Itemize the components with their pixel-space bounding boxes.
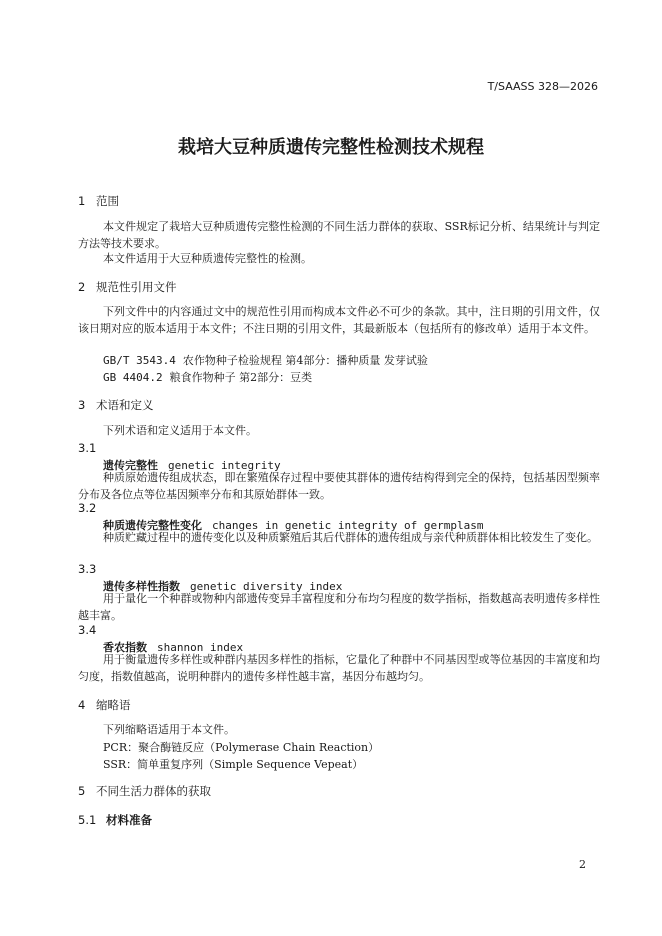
reference-title: 农作物种子检验规程 第4部分：播种质量 发芽试验 [182, 354, 428, 367]
term-definition: 用于量化一个种群或物种内部遗传变异丰富程度和分布均匀程度的数学指标，指数越高表明遗传多样性越丰富。 [78, 592, 600, 622]
abbreviations-intro: 下列缩略语适用于本文件。 [103, 723, 235, 736]
section-3-heading [78, 397, 154, 413]
term-en: genetic diversity index [190, 580, 343, 593]
term-zh: 种质遗传完整性变化 [103, 519, 202, 532]
term-en: genetic integrity [168, 459, 281, 472]
section-1-heading [78, 193, 119, 209]
section-title: 范围 [96, 194, 119, 208]
term-number: 3.1 [78, 441, 97, 455]
section-5-heading [78, 783, 211, 799]
term-zh: 香农指数 [103, 641, 147, 654]
term-en: shannon index [157, 641, 244, 654]
section-4-heading [78, 697, 131, 713]
section-title: 规范性引用文件 [96, 280, 177, 294]
page-title: 栽培大豆种质遗传完整性检测技术规程 [178, 137, 484, 158]
term-number: 3.4 [78, 623, 97, 637]
term-zh: 遗传完整性 [103, 459, 158, 472]
page-number: 2 [579, 858, 586, 871]
section-title: 不同生活力群体的获取 [96, 784, 211, 798]
section-2-heading [78, 279, 177, 295]
subsection-5-1-heading [78, 812, 152, 828]
section-title: 缩略语 [96, 698, 131, 712]
reference-item [103, 369, 312, 385]
term-definition: 种质贮藏过程中的遗传变化以及种质繁殖后其后代群体的遗传组成与亲代种质群体相比较发生了变化。 [103, 531, 598, 544]
reference-title: 粮食作物种子 第2部分：豆类 [169, 371, 313, 384]
term-definition: 用于衡量遗传多样性或种群内基因多样性的指标，它量化了种群中不同基因型或等位基因的丰富度和均匀度，指数值越高，说明种群内的遗传多样性越丰富，基因分布越均匀。 [78, 653, 600, 683]
document-code: T/SAASS 328—2026 [487, 80, 598, 93]
section-number: 3 [78, 398, 86, 412]
scope-paragraph: 本文件规定了栽培大豆种质遗传完整性检测的不同生活力群体的获取、SSR标记分析、结果统计与判定方法等技术要求。 [78, 220, 600, 250]
reference-code: GB/T 3543.4 [103, 354, 176, 367]
section-number: 4 [78, 698, 86, 712]
term-definition: 种质原始遗传组成状态，即在繁殖保存过程中要使其群体的遗传结构得到完全的保持，包括基因型频率分布及各位点等位基因频率分布和其原始群体一致。 [78, 471, 600, 501]
terms-intro: 下列术语和定义适用于本文件。 [103, 424, 257, 437]
section-number: 5 [78, 784, 86, 798]
term-en: changes in genetic integrity of germplasm [212, 519, 484, 532]
subsection-title: 材料准备 [106, 813, 152, 827]
references-paragraph: 下列文件中的内容通过文中的规范性引用而构成本文件必不可少的条款。其中，注日期的引用文件，仅该日期对应的版本适用于本文件；不注日期的引用文件，其最新版本（包括所有的修改单）适用于本文件。 [78, 305, 600, 335]
term-number: 3.2 [78, 501, 97, 515]
subsection-number: 5.1 [78, 813, 97, 827]
abbreviation-pcr: PCR：聚合酶链反应（Polymerase Chain Reaction） [103, 741, 380, 754]
term-zh: 遗传多样性指数 [103, 580, 180, 593]
section-number: 2 [78, 280, 86, 294]
term-number: 3.3 [78, 562, 97, 576]
abbreviation-ssr: SSR：简单重复序列（Simple Sequence Vepeat） [103, 758, 364, 771]
section-title: 术语和定义 [96, 398, 154, 412]
reference-code: GB 4404.2 [103, 371, 163, 384]
scope-applicability: 本文件适用于大豆种质遗传完整性的检测。 [103, 252, 312, 265]
reference-item [103, 352, 428, 368]
section-number: 1 [78, 194, 86, 208]
